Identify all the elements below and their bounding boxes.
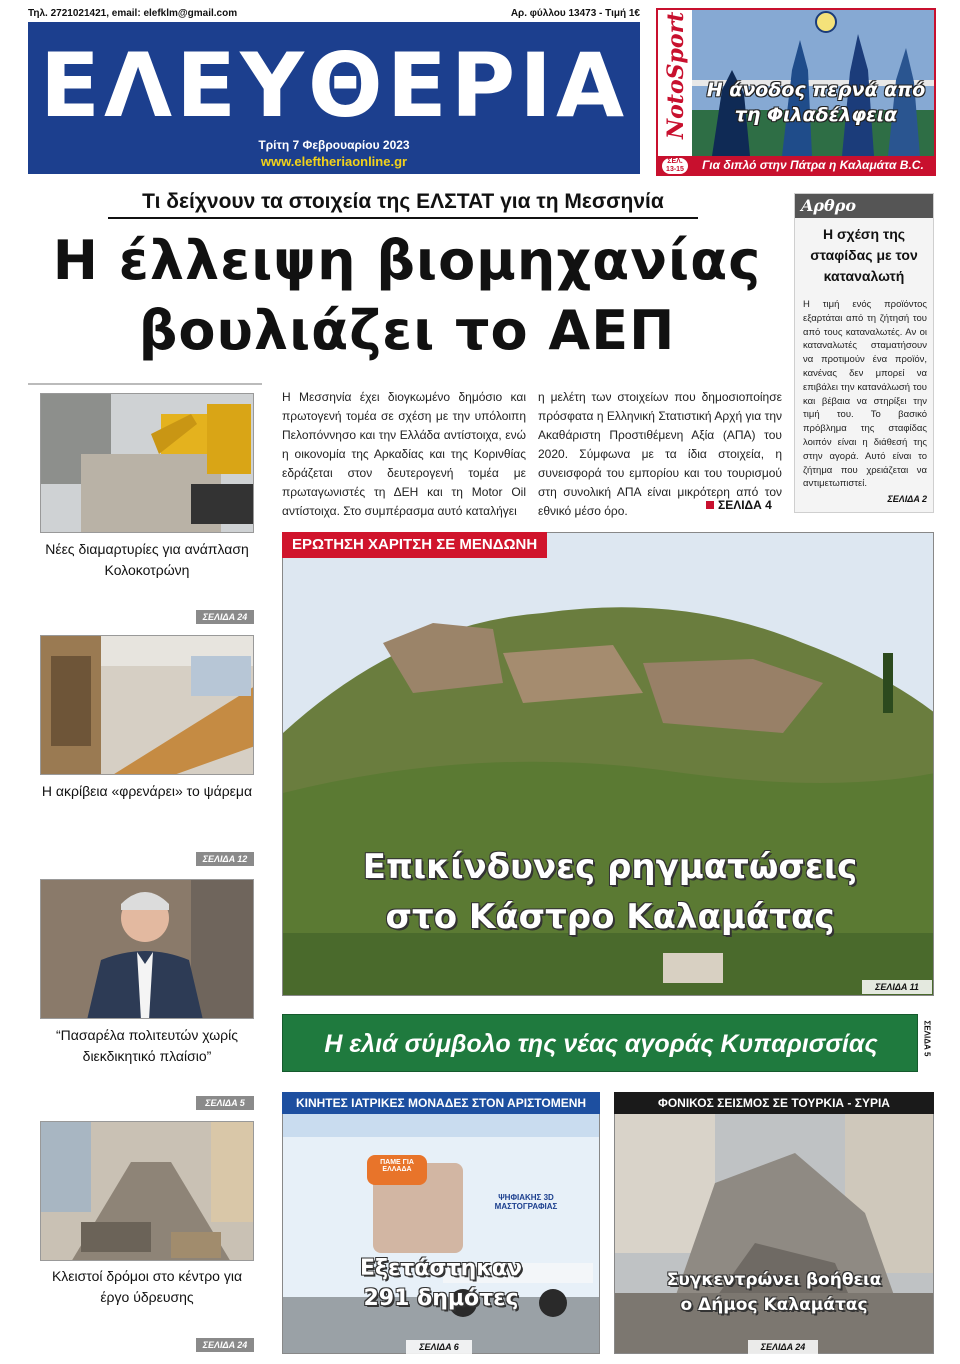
- article-label: Αρθρο: [795, 194, 933, 218]
- teaser-photo-closed-roads[interactable]: [40, 1121, 254, 1261]
- sport-page-badge: ΣΕΛ. 13-15: [662, 158, 688, 174]
- teaser-3-page: ΣΕΛΙΔΑ 5: [196, 1096, 254, 1110]
- castle-label: ΕΡΩΤΗΣΗ ΧΑΡΙΤΣΗ ΣΕ ΜΕΝΔΩΝΗ: [282, 532, 547, 558]
- teaser-4-page: ΣΕΛΙΔΑ 24: [196, 1338, 254, 1352]
- red-square-icon: [706, 501, 714, 509]
- main-headline-line-2: βουλιάζει το ΑΕΠ: [138, 299, 676, 362]
- volleyball-icon: [816, 12, 836, 32]
- lead-text-col-1: Η Μεσσηνία έχει διογκωμένο δημόσιο και πρωτογενή τομέα σε σχέση με την υπόλοιπη Πελοπόννησο και την Ελλάδα αντίστοιχα, ενώ η οικονομία της Αρκαδίας και της Κορινθίας εδράζεται στον δευτερογενή τομέα με πρωταγωνιστές τη ΔΕΗ και τη Motor Oil αντίστοιχα. Στο συμπέρασμα αυτό καταλήγει: [282, 390, 526, 518]
- mammography-text: ΨΗΦΙΑΚΗΣ 3D ΜΑΣΤΟΓΡΑΦΙΑΣ: [494, 1193, 558, 1211]
- notosport-brand: NotoSport: [663, 11, 689, 139]
- teaser-3[interactable]: “Πασαρέλα πολιτευτών χωρίς διεκδικητικό πλαίσιο”: [56, 1027, 238, 1064]
- lead-page-ref[interactable]: ΣΕΛΙΔΑ 4: [706, 498, 772, 512]
- campaign-sign: ΠΑΜΕ ΓΙΑ ΕΛΛΑΔΑ: [367, 1155, 427, 1185]
- issue-number: Αρ. φύλλου 13473 - Τιμή 1€: [510, 8, 640, 19]
- teaser-2[interactable]: Η ακρίβεια «φρενάρει» το ψάρεμα: [41, 783, 253, 799]
- earthquake-headline[interactable]: Συγκεντρώνει βοήθεια ο Δήμος Καλαμάτας: [666, 1270, 882, 1315]
- olive-market-headline: Η ελιά σύμβολο της νέας αγοράς Κυπαρισσίας: [324, 1030, 878, 1058]
- main-headline-line-1: Η έλλειψη βιομηχανίας: [52, 229, 762, 292]
- earthquake-label: ΦΟΝΙΚΟΣ ΣΕΙΣΜΟΣ ΣΕ ΤΟΥΡΚΙΑ - ΣΥΡΙΑ: [614, 1092, 934, 1114]
- medical-unit-label: ΚΙΝΗΤΕΣ ΙΑΤΡΙΚΕΣ ΜΟΝΑΔΕΣ ΣΤΟΝ ΑΡΙΣΤΟΜΕΝΗ: [282, 1092, 600, 1114]
- teaser-4[interactable]: Κλειστοί δρόμοι στο κέντρο για έργο ύδρευσης: [51, 1268, 243, 1305]
- olive-market-banner[interactable]: [282, 1014, 918, 1072]
- teaser-1-page: ΣΕΛΙΔΑ 24: [196, 610, 254, 624]
- teaser-photo-interview[interactable]: [40, 879, 254, 1019]
- issue-date: Τρίτη 7 Φεβρουαρίου 2023: [258, 138, 410, 152]
- opinion-article[interactable]: [794, 193, 934, 513]
- teaser-photo-fishing-shop[interactable]: [40, 635, 254, 775]
- medical-unit-headline[interactable]: Εξετάστηκαν 291 δημότες: [360, 1256, 522, 1311]
- main-kicker: Τι δείχνουν τα στοιχεία της ΕΛΣΤΑΤ για τη Μεσσηνία: [108, 190, 698, 219]
- castle-headline[interactable]: Επικίνδυνες ρηγματώσεις στο Κάστρο Καλαμάτας: [362, 847, 858, 937]
- olive-market-page: ΣΕΛΙΔΑ 5: [922, 1020, 932, 1057]
- divider: [28, 383, 262, 385]
- sport-supplement-box[interactable]: [656, 8, 936, 176]
- earthquake-page: ΣΕΛΙΔΑ 24: [748, 1340, 818, 1354]
- masthead: [28, 22, 640, 174]
- contact-line: Τηλ. 2721021421, email: elefklm@gmail.com: [28, 8, 238, 19]
- website-url[interactable]: www.eleftheriaonline.gr: [260, 154, 408, 169]
- sport-headline: Η άνοδος περνά από τη Φιλαδέλφεια: [706, 79, 926, 126]
- sport-subheadline: Για διπλό στην Πάτρα η Καλαμάτα B.C.: [702, 158, 924, 172]
- teaser-2-page: ΣΕΛΙΔΑ 12: [196, 852, 254, 866]
- article-title: Η σχέση της σταφίδας με τον καταναλωτή: [810, 226, 918, 284]
- newspaper-logo: ΕΛΕΥΘΕΡΙΑ: [39, 34, 629, 137]
- medical-unit-photo[interactable]: [282, 1092, 600, 1354]
- article-page: ΣΕΛΙΔΑ 2: [887, 494, 927, 504]
- lead-text-col-2: η μελέτη των στοιχείων που δημοσιοποίησε πρόσφατα η Ελληνική Στατιστική Αρχή για την Ακαθάριστη Προστιθέμενη Αξία (ΑΠΑ) του 2020. Σύμφωνα με τα ίδια στοιχεία, η συνεισφορά του εμπορίου και του τουρισμού στη συνολική ΑΠΑ είναι μικρότερη από τον εθνικό μέσο όρο.: [538, 390, 782, 518]
- main-headline[interactable]: [22, 226, 792, 366]
- teaser-1[interactable]: Νέες διαμαρτυρίες για ανάπλαση Κολοκοτρώνη: [45, 541, 249, 578]
- castle-page: ΣΕΛΙΔΑ 11: [862, 980, 932, 994]
- article-body: Η τιμή ενός προϊόντος εξαρτάται από τη ζήτησή του από τους καταναλωτές. Αν οι καταναλωτές σταματήσουν να προτιμούν ένα προϊόν, κανένας δεν μπορεί να επιβάλει την κατανάλωσή του και βέβαια να στηρίξει την τιμή του. Το βασικό πρόβλημα της σταφίδας λοιπόν είναι η διάθεσή της στην αγορά. Αυτό είναι το ζήτημα που χρειάζεται να αντιμετωπιστεί.: [803, 299, 927, 490]
- teaser-photo-street-works[interactable]: [40, 393, 254, 533]
- medical-unit-page: ΣΕΛΙΔΑ 6: [406, 1340, 472, 1354]
